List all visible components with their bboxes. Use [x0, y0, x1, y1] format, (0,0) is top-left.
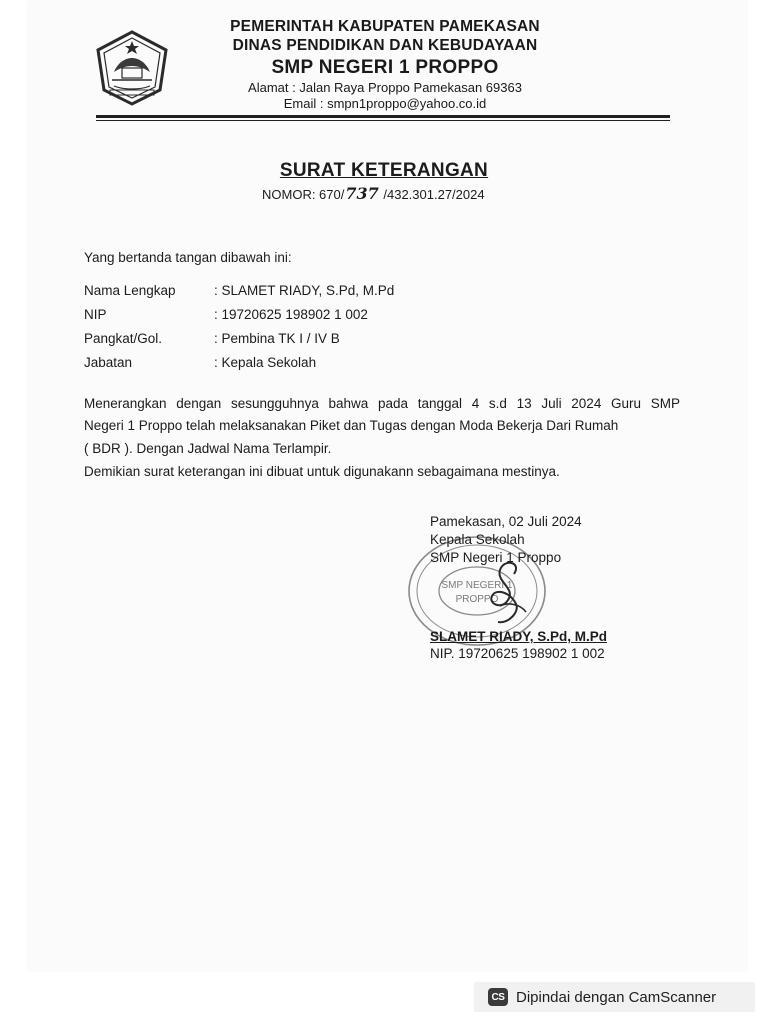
detail-value-position: : Kepala Sekolah [214, 355, 317, 370]
number-handwritten: 737 [345, 184, 379, 203]
detail-label-nip: NIP [84, 307, 107, 322]
signature-name: SLAMET RIADY, S.Pd, M.Pd [430, 629, 608, 644]
camscanner-icon: CS [488, 988, 508, 1006]
signature-scribble [491, 563, 516, 622]
body-line-1: Menerangkan dengan sesungguhnya bahwa pada tanggal 4 s.d 13 Juli 2024 Guru SMP [84, 396, 680, 411]
signature-school: SMP Negeri 1 Proppo [430, 550, 562, 565]
detail-value-nip: : 19720625 198902 1 002 [214, 307, 368, 322]
detail-label-name: Nama Lengkap [84, 283, 176, 298]
camscanner-label: Dipindai dengan CamScanner [516, 988, 717, 1006]
body-line-2: Negeri 1 Proppo telah melaksanakan Piket dan Tugas dengan Moda Bekerja Dari Rumah [84, 418, 619, 433]
letterhead-school: SMP NEGERI 1 PROPPO [271, 57, 499, 78]
stamp-school: SMP NEGERI 1 [441, 580, 513, 591]
regency-crest-icon [92, 28, 172, 108]
document-page [28, 0, 746, 970]
camscanner-badge [474, 982, 755, 1012]
detail-label-rank: Pangkat/Gol. [84, 331, 163, 346]
detail-value-rank: : Pembina TK I / IV B [214, 331, 340, 346]
signature-nip: NIP. 19720625 198902 1 002 [430, 646, 605, 661]
letterhead-divider [96, 115, 670, 118]
detail-label-position: Jabatan [84, 355, 133, 370]
letterhead-email: Email : smpn1proppo@yahoo.co.id [283, 96, 487, 111]
opening-line: Yang bertanda tangan dibawah ini: [84, 250, 292, 265]
letterhead-divider-thin [96, 120, 670, 121]
body-line-3: ( BDR ). Dengan Jadwal Nama Terlampir. [84, 441, 332, 456]
closing-line: Demikian surat keterangan ini dibuat untuk digunakann sebagaimana mestinya. [84, 464, 560, 479]
letterhead-address: Alamat : Jalan Raya Proppo Pamekasan 69363 [248, 80, 522, 95]
document-title: SURAT KETERANGAN [279, 160, 489, 181]
stamp-location: PROPPO [455, 594, 499, 605]
signature-place-date: Pamekasan, 02 Juli 2024 [430, 514, 582, 529]
document-number [262, 184, 485, 203]
number-suffix: /432.301.27/2024 [379, 187, 485, 202]
letterhead-department: DINAS PENDIDIKAN DAN KEBUDAYAAN [232, 37, 538, 54]
signature-position: Kepala Sekolah [430, 532, 525, 547]
letterhead-government: PEMERINTAH KABUPATEN PAMEKASAN [230, 18, 540, 35]
detail-value-name: : SLAMET RIADY, S.Pd, M.Pd [214, 283, 395, 298]
number-prefix: NOMOR: 670/ [262, 187, 345, 202]
